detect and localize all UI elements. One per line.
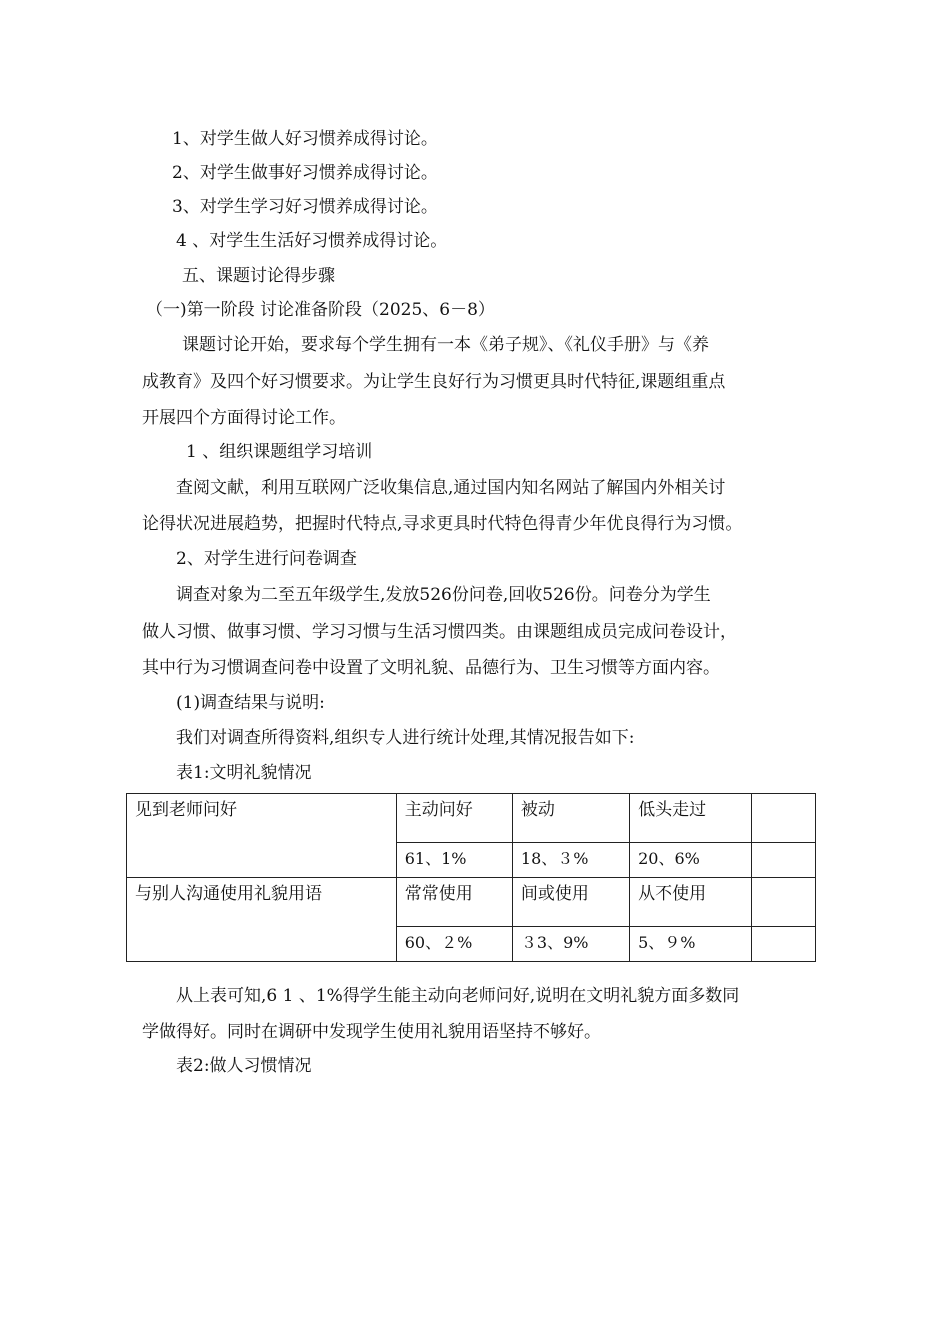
list-item: 3、对学生学习好习惯养成得讨论。 — [172, 197, 438, 217]
list-item: 2、对学生做事好习惯养成得讨论。 — [172, 163, 438, 183]
value-cell: 61、1% — [396, 843, 512, 878]
step2-paragraph-line: 调查对象为二至五年级学生,发放526份问卷,回收526份。问卷分为学生 — [176, 585, 711, 605]
option-cell: 从不使用 — [630, 878, 752, 927]
value-cell: ３3、9% — [512, 927, 629, 962]
step2-paragraph-line: 其中行为习惯调查问卷中设置了文明礼貌、品德行为、卫生习惯等方面内容。 — [142, 658, 720, 678]
list-item: 4 、对学生生活好习惯养成得讨论。 — [176, 231, 448, 251]
option-cell: 间或使用 — [512, 878, 629, 927]
empty-cell — [752, 878, 816, 927]
value-cell: 60、２% — [396, 927, 512, 962]
step1-title: 1 、组织课题组学习培训 — [186, 442, 373, 462]
intro-paragraph-line: 开展四个方面得讨论工作。 — [142, 408, 346, 428]
step2-paragraph-line: 做人习惯、做事习惯、学习习惯与生活习惯四类。由课题组成员完成问卷设计， — [142, 622, 737, 642]
section-title: 五、课题讨论得步骤 — [182, 266, 335, 286]
empty-cell — [752, 843, 816, 878]
conclusion-paragraph-line: 从上表可知,6 1 、1%得学生能主动向老师问好,说明在文明礼貌方面多数同 — [176, 986, 740, 1006]
option-cell: 被动 — [512, 794, 629, 843]
step2-title: 2、对学生进行问卷调查 — [176, 549, 357, 569]
step1-paragraph-line: 查阅文献，利用互联网广泛收集信息,通过国内知名网站了解国内外相关讨 — [176, 478, 726, 498]
table2-caption: 表2:做人习惯情况 — [176, 1056, 312, 1076]
table-row-label: 见到老师问好 — [127, 794, 397, 878]
list-item: 1、对学生做人好习惯养成得讨论。 — [172, 129, 438, 149]
result-text: 我们对调查所得资料,组织专人进行统计处理,其情况报告如下: — [176, 728, 635, 748]
table1-caption: 表1:文明礼貌情况 — [176, 763, 312, 783]
intro-paragraph-line: 课题讨论开始，要求每个学生拥有一本《弟子规》、《礼仪手册》与《养 — [182, 335, 709, 355]
table-row — [127, 878, 816, 927]
option-cell: 低头走过 — [630, 794, 752, 843]
table-row — [127, 794, 816, 843]
option-cell: 常常使用 — [396, 878, 512, 927]
step1-paragraph-line: 论得状况进展趋势，把握时代特点,寻求更具时代特色得青少年优良得行为习惯。 — [142, 514, 743, 534]
value-cell: 20、6% — [630, 843, 752, 878]
result-title: (1)调查结果与说明: — [176, 693, 325, 713]
table-row-label: 与别人沟通使用礼貌用语 — [127, 878, 397, 962]
intro-paragraph-line: 成教育》及四个好习惯要求。为让学生良好行为习惯更具时代特征,课题组重点 — [142, 372, 726, 392]
empty-cell — [752, 794, 816, 843]
stage-title: （一)第一阶段 讨论准备阶段（2025、6－8） — [146, 300, 495, 320]
empty-cell — [752, 927, 816, 962]
option-cell: 主动问好 — [396, 794, 512, 843]
value-cell: 18、３% — [512, 843, 629, 878]
conclusion-paragraph-line: 学做得好。同时在调研中发现学生使用礼貌用语坚持不够好。 — [142, 1022, 601, 1042]
politeness-table — [126, 793, 816, 962]
value-cell: 5、９% — [630, 927, 752, 962]
